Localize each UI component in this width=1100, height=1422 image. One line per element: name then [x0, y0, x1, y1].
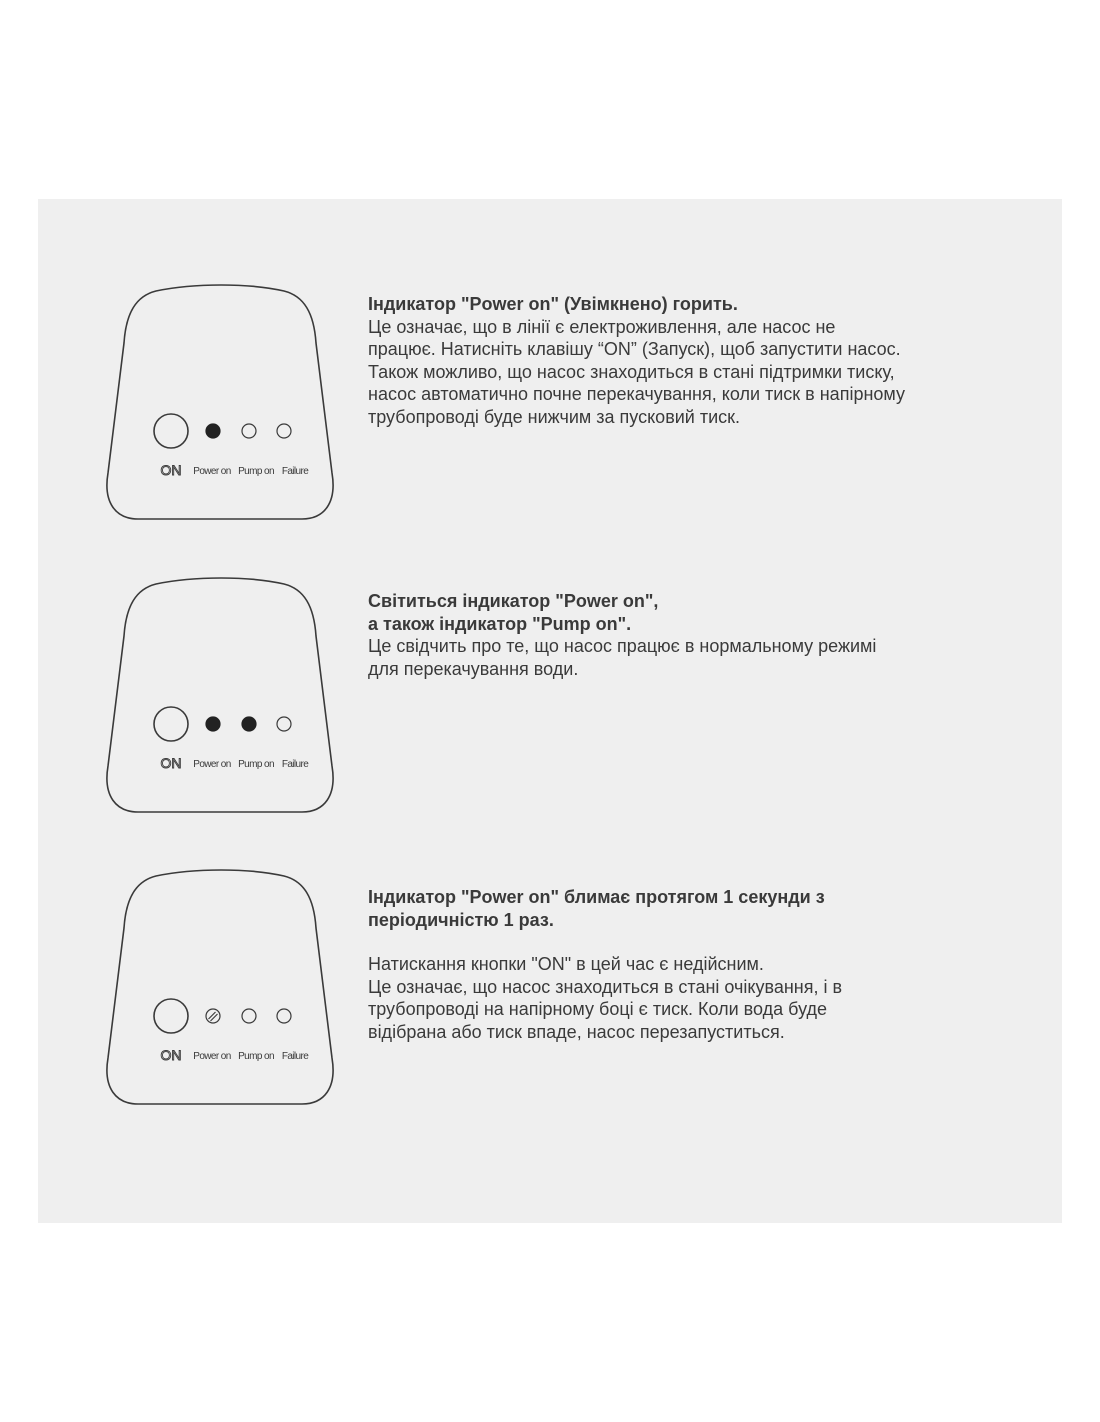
on-label: ON — [160, 1047, 182, 1063]
status-description — [368, 293, 1008, 429]
status-body-line: Це означає, що в лінії є електроживлення, але насос не — [368, 316, 836, 337]
pump-on-led-icon — [242, 424, 256, 438]
failure-led-icon — [277, 424, 291, 438]
control-panel-diagram — [104, 283, 334, 523]
failure-led-label: Failure — [281, 759, 309, 770]
on-label: ON — [160, 462, 182, 478]
paragraph-gap — [368, 931, 1008, 953]
status-body-line: відібрана або тиск впаде, насос перезапуститься. — [368, 1021, 785, 1042]
power-on-led-label: Power on — [193, 759, 231, 770]
status-body-line: Також можливо, що насос знаходиться в стані підтримки тиску, — [368, 361, 895, 382]
pump-on-led-label: Pump on — [238, 1051, 274, 1062]
status-heading: Світиться індикатор "Power on", — [368, 591, 659, 611]
status-body-line: Це свідчить про те, що насос працює в нормальному режимі — [368, 636, 877, 657]
device-housing-outline — [107, 578, 333, 812]
status-description — [368, 590, 1008, 680]
pump-on-led-icon — [242, 1009, 256, 1023]
failure-led-label: Failure — [281, 1051, 309, 1062]
blinking-led-icon — [206, 1009, 220, 1023]
status-body-line: трубопроводі на напірному боці є тиск. Коли вода буде — [368, 999, 827, 1020]
status-heading: Індикатор "Power on" блимає протягом 1 секунди з — [368, 887, 825, 907]
status-body-line: Натискання кнопки "ON" в цей час є недійсним. — [368, 954, 764, 975]
on-label: ON — [160, 755, 182, 771]
device-outline-svg — [104, 283, 334, 523]
device-housing-outline — [107, 870, 333, 1104]
status-body-line: трубопроводі буде нижчим за пусковий тиск. — [368, 406, 741, 427]
failure-led-icon — [277, 1009, 291, 1023]
status-heading: а також індикатор "Pump on". — [368, 613, 632, 634]
device-housing-outline — [107, 285, 333, 519]
power-on-led-label: Power on — [193, 1051, 231, 1062]
failure-led-label: Failure — [281, 466, 309, 477]
status-body-line: для перекачування води. — [368, 658, 579, 679]
power-on-led-icon — [206, 717, 220, 731]
device-outline-svg — [104, 868, 334, 1108]
power-on-led-icon — [206, 424, 220, 438]
status-body-line: насос автоматично почне перекачування, коли тиск в напірному — [368, 384, 905, 405]
pump-on-led-label: Pump on — [238, 759, 274, 770]
pump-on-led-label: Pump on — [238, 466, 274, 477]
pump-on-led-icon — [242, 717, 256, 731]
failure-led-icon — [277, 717, 291, 731]
on-button-icon — [154, 999, 188, 1033]
status-body-line: Це означає, що насос знаходиться в стані очікування, і в — [368, 976, 843, 997]
status-description — [368, 886, 1008, 1044]
control-panel-diagram — [104, 868, 334, 1108]
on-button-icon — [154, 707, 188, 741]
control-panel-diagram — [104, 576, 334, 816]
instruction-panel — [38, 199, 1062, 1223]
status-body-line: працює. Натисніть клавішу “ON” (Запуск), щоб запустити насос. — [368, 339, 901, 360]
status-heading: Індикатор "Power on" (Увімкнено) горить. — [368, 294, 738, 314]
device-outline-svg — [104, 576, 334, 816]
on-button-icon — [154, 414, 188, 448]
power-on-led-label: Power on — [193, 466, 231, 477]
status-heading: періодичністю 1 раз. — [368, 909, 554, 930]
